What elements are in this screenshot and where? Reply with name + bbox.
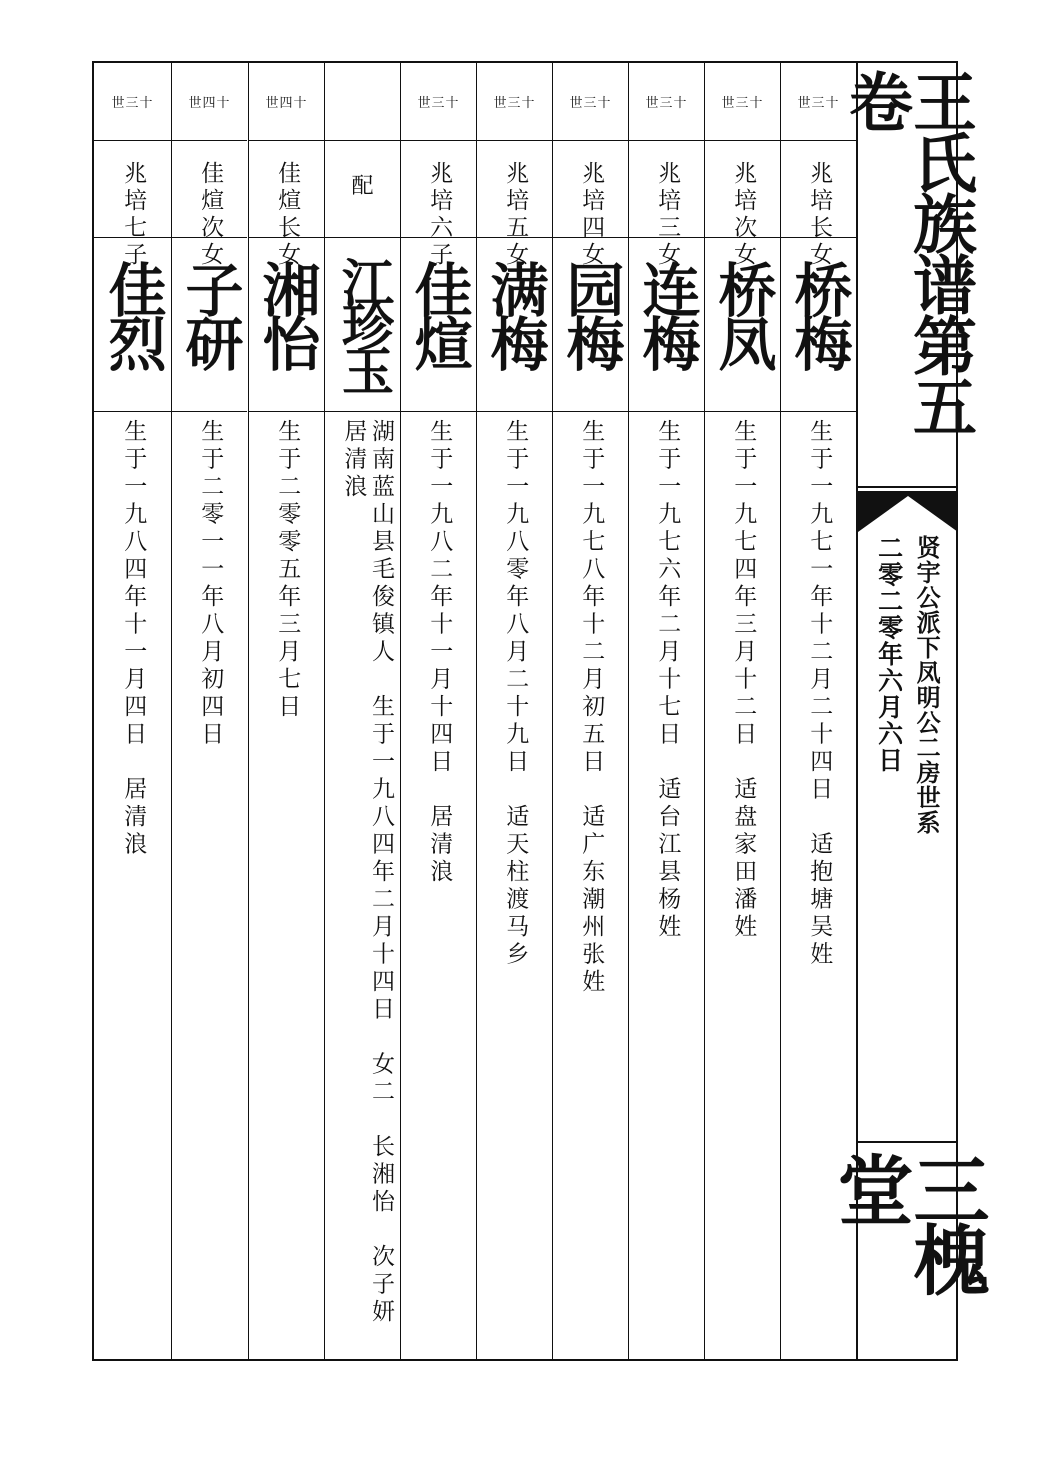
name-cell (249, 238, 324, 412)
title-band (825, 63, 990, 1359)
detail-cell (249, 419, 324, 1359)
person-name: 园梅 (556, 260, 625, 368)
entry-column (400, 63, 476, 1359)
name-cell (477, 238, 552, 412)
relation-cell (401, 141, 476, 269)
person-name: 湘怡 (252, 260, 321, 368)
detail-text: 生于一九七四年三月十二日 适盘家田潘姓 (730, 419, 757, 942)
book-date: 二零二零年六月六日 (874, 535, 904, 774)
book-title-cell (838, 63, 976, 485)
entry-column (552, 63, 628, 1359)
relation-text: 配 (351, 174, 374, 199)
relation-cell (477, 141, 552, 269)
entry-column (94, 63, 171, 1359)
person-name: 佳煊 (404, 260, 473, 368)
person-name: 子研 (175, 260, 244, 368)
generation-label: 世三十 (94, 63, 171, 141)
generation-label: 世三十 (553, 63, 628, 141)
generation-label: 世三十 (781, 63, 856, 141)
generation-label: 世三十 (705, 63, 780, 141)
detail-text: 生于一九八四年十一月四日 居清浪 (120, 419, 147, 859)
relation-text: 兆培五女 (502, 161, 529, 269)
generation-label: 世三十 (401, 63, 476, 141)
name-cell (629, 238, 704, 412)
entry-column (628, 63, 704, 1359)
detail-cell (629, 419, 704, 1359)
person-name: 满梅 (480, 260, 549, 368)
generation-label: 世四十 (172, 63, 247, 141)
relation-cell (94, 141, 171, 269)
name-cell (172, 238, 247, 412)
relation-cell (629, 141, 704, 269)
relation-cell (553, 141, 628, 269)
detail-text: 生于一九七六年二月十七日 适台江县杨姓 (654, 419, 681, 942)
entry-column (248, 63, 324, 1359)
detail-cell (705, 419, 780, 1359)
entry-column (171, 63, 247, 1359)
person-name: 桥梅 (784, 260, 853, 368)
detail-text: 生于一九七一年十二月二十四日 适抱塘吴姓 (806, 419, 833, 969)
relation-cell (172, 141, 247, 269)
relation-cell (705, 141, 780, 269)
detail-cell (477, 419, 552, 1359)
detail-cell (325, 419, 400, 1359)
book-subtitle: 贤宇公派下凤明公二房世系 (912, 535, 942, 835)
relation-cell (249, 141, 324, 269)
entries (94, 63, 856, 1359)
generation-label: 世四十 (249, 63, 324, 141)
person-name: 佳烈 (98, 260, 167, 368)
generation-label: 世三十 (477, 63, 552, 141)
name-cell (325, 238, 400, 412)
book-title: 王氏族谱第五卷 (838, 69, 976, 435)
name-cell (553, 238, 628, 412)
entry-column (476, 63, 552, 1359)
relation-text: 兆培六子 (426, 161, 453, 269)
name-cell (94, 238, 171, 412)
relation-text: 佳煊次女 (197, 161, 224, 269)
detail-text: 生于一九八零年八月二十九日 适天柱渡马乡 (502, 419, 529, 969)
entry-column (704, 63, 780, 1359)
generation-label (325, 63, 400, 141)
detail-cell (94, 419, 171, 1359)
name-cell (401, 238, 476, 412)
fishtail-ornament-icon (858, 492, 958, 532)
detail-cell (172, 419, 247, 1359)
name-cell (705, 238, 780, 412)
detail-cell (553, 419, 628, 1359)
subtitle-cell (858, 535, 956, 1135)
detail-text: 生于二零一一年八月初四日 (197, 419, 224, 749)
divider (858, 1141, 956, 1143)
detail-text-residence: 居清浪 (340, 419, 367, 502)
person-name: 桥凤 (708, 260, 777, 368)
relation-text: 兆培次女 (730, 161, 757, 269)
detail-text: 生于一九七八年十二月初五日 适广东潮州张姓 (578, 419, 605, 997)
detail-text: 湖南蓝山县毛俊镇人 生于一九八四年二月十四日 女二 长湘怡 次子妍 (368, 419, 394, 1327)
relation-text: 兆培七子 (120, 161, 147, 269)
hall-name-cell (825, 1145, 990, 1359)
detail-text: 生于二零零五年三月七日 (274, 419, 301, 722)
relation-cell (325, 141, 400, 238)
relation-text: 兆培长女 (806, 161, 833, 269)
detail-text: 生于一九八二年十一月十四日 居清浪 (426, 419, 453, 887)
genealogy-page (92, 61, 990, 1361)
generation-label: 世三十 (629, 63, 704, 141)
divider (858, 486, 956, 488)
person-name: 连梅 (632, 260, 701, 368)
hall-name: 三槐堂 (825, 1151, 990, 1291)
relation-text: 兆培三女 (654, 161, 681, 269)
person-name: 江珍玉 (332, 256, 393, 388)
relation-text: 兆培四女 (578, 161, 605, 269)
entry-column-spouse (324, 63, 400, 1359)
detail-cell (401, 419, 476, 1359)
relation-text: 佳煊长女 (274, 161, 301, 269)
